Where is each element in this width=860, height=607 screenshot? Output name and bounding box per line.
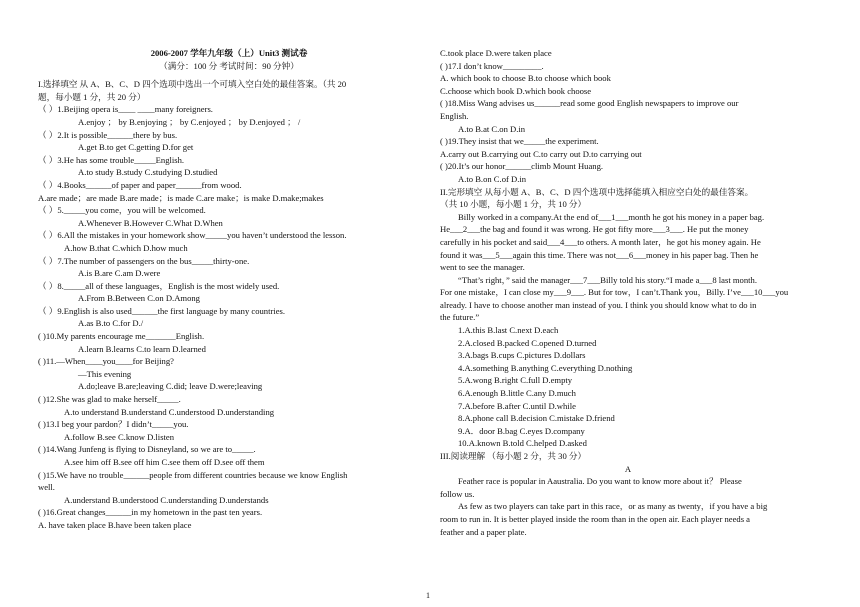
left-line: A.is B.are C.am D.were bbox=[78, 268, 161, 279]
left-line: ( )11.—When____you____for Beijing? bbox=[38, 356, 174, 367]
left-line: ( )16.Great changes______in my hometown in the past ten years. bbox=[38, 507, 263, 518]
left-column bbox=[38, 0, 420, 532]
left-line: A.see him off B.see off him C.see them off D.see off them bbox=[64, 457, 265, 467]
exam-title: 2006-2007 学年九年级（上）Unit3 测试卷 bbox=[150, 48, 308, 58]
right-line: carefully in his pocket and said___4___to others. A month later，he got his money again. He bbox=[440, 236, 761, 247]
left-line: A.understand B.understood C.understanding D.understands bbox=[64, 494, 269, 505]
right-line: C.took place D.were taken place bbox=[440, 48, 552, 58]
left-line: （ ）6.All the mistakes in your homework show_____you haven’t understood the lesson. bbox=[38, 230, 347, 241]
right-line: 3.A.bags B.cups C.pictures D.dollars bbox=[458, 350, 586, 361]
left-line: （ ）4.Books______of paper and paper______from wood. bbox=[38, 179, 242, 190]
right-body bbox=[440, 47, 816, 538]
left-line: A.as B.to C.for D./ bbox=[78, 318, 144, 329]
right-line: II.完形填空 从每小题 A、B、C、D 四个选项中选择能填入相应空白处的最佳答案。 bbox=[440, 186, 754, 197]
right-line: the future.” bbox=[440, 312, 480, 323]
left-line: A.learn B.learns C.to learn D.learned bbox=[78, 343, 206, 354]
left-line: A.From B.Between C.on D.Among bbox=[78, 293, 200, 304]
left-line: A.Whenever B.However C.What D.When bbox=[78, 217, 223, 228]
right-line: 6.A.enough B.little C.any D.much bbox=[458, 388, 576, 399]
left-line: well. bbox=[38, 482, 55, 493]
left-line: ( )13.I beg your pardon？I didn’t_____you. bbox=[38, 419, 189, 430]
right-line: Billy worked in a company.At the end of___1___month he got his money in a paper bag. bbox=[458, 211, 765, 222]
right-line: III.阅读理解 （每小题 2 分，共 30 分） bbox=[440, 451, 587, 461]
left-line: A.do;leave B.are;leaving C.did; leave D.were;leaving bbox=[78, 381, 263, 392]
right-line: already. I have to choose another man instead of you. I think you should know what to do in bbox=[440, 299, 757, 310]
left-line: ( )15.We have no trouble______people from different countries because we know English bbox=[38, 469, 348, 480]
left-line: （ ）8._____all of these languages，English is the most widely used. bbox=[38, 280, 280, 291]
right-line: found it was___5___again this time. There was not___6___money in his paper bag. Then he bbox=[440, 249, 759, 260]
right-line: 7.A.before B.after C.until D.while bbox=[458, 400, 576, 411]
right-line: C.choose which book D.which book choose bbox=[440, 85, 592, 96]
right-line: 1.A.this B.last C.next D.each bbox=[458, 325, 559, 336]
right-line: 2.A.closed B.packed C.opened D.turned bbox=[458, 337, 597, 348]
left-line: （ ）3.He has some trouble_____English. bbox=[38, 154, 185, 165]
right-column bbox=[440, 0, 816, 538]
right-line: As few as two players can take part in this race，or as many as twenty，if you have a big bbox=[458, 501, 768, 512]
right-line: （共 10 小题，每小题 1 分，共 10 分） bbox=[440, 199, 587, 210]
right-line: ( )19.They insist that we_____the experiment. bbox=[440, 136, 599, 147]
right-line: A. which book to choose B.to choose which book bbox=[440, 73, 611, 84]
left-line: （ ）7.The number of passengers on the bus_____thirty-one. bbox=[38, 255, 250, 266]
exam-subtitle: （满分：100 分 考试时间：90 分钟） bbox=[159, 60, 299, 71]
right-line: went to see the manager. bbox=[440, 262, 525, 273]
left-line: A.enjoy ； by B.enjoying ； by C.enjoyed ； by D.enjoyed ； / bbox=[78, 116, 301, 127]
left-line: A.get B.to get C.getting D.for get bbox=[78, 142, 194, 153]
left-line: （ ）9.English is also used______the first language by many countries. bbox=[38, 305, 286, 316]
right-line: A bbox=[624, 463, 632, 474]
right-line: ( )18.Miss Wang advises us______read some good English newspapers to improve our bbox=[440, 98, 739, 109]
left-line: （ ）2.It is possible______there by bus. bbox=[38, 129, 178, 140]
right-line: He___2___the bag and found it was wrong. He got fifty more___3___. He put the money bbox=[440, 224, 749, 235]
left-line: ( )10.My parents encourage me_______English. bbox=[38, 331, 205, 342]
right-line: 9.A．door B.bag C.eyes D.company bbox=[458, 425, 585, 436]
right-line: ( )20.It’s our honor______climb Mount Huang. bbox=[440, 161, 604, 172]
right-line: 8.A.phone call B.decision C.mistake D.friend bbox=[458, 413, 615, 424]
right-line: “That’s right，” said the manager___7___Billy told his story.“I made a___8 last month. bbox=[458, 274, 757, 285]
left-line: A.to understand B.understand C.understood D.understanding bbox=[64, 406, 275, 417]
left-line: A.to study B.study C.studying D.studied bbox=[78, 167, 218, 178]
right-line: feather and a paper plate. bbox=[440, 526, 527, 537]
page-number: 1 bbox=[426, 591, 430, 600]
left-line: 题，每小题 1 分，共 20 分） bbox=[38, 91, 146, 102]
right-line: A.to B.at C.on D.in bbox=[458, 123, 526, 134]
right-line: 5.A.wong B.right C.full D.empty bbox=[458, 375, 573, 386]
left-line: （ ）1.Beijing opera is____ ____many foreigners. bbox=[38, 104, 213, 115]
right-line: follow us. bbox=[440, 488, 475, 499]
right-line: 10.A.known B.told C.helped D.asked bbox=[458, 438, 587, 449]
left-line: —This evening bbox=[78, 368, 132, 379]
left-line: A.how B.that C.which D.how much bbox=[64, 242, 188, 253]
right-line: A.carry out B.carrying out C.to carry out D.to carrying out bbox=[440, 148, 642, 159]
left-line: I.选择填空 从 A、B、C、D 四个选项中选出一个可填入空白处的最佳答案。（共 20 bbox=[38, 79, 347, 90]
left-line: ( )14.Wang Junfeng is flying to Disneyland, so we are to_____. bbox=[38, 444, 256, 455]
left-line: ( )12.She was glad to make herself_____. bbox=[38, 394, 181, 405]
right-line: A.to B.on C.of D.in bbox=[458, 173, 527, 184]
right-line: Feather race is popular in Aaustralia. Do you want to know more about it？ Please bbox=[458, 476, 742, 487]
left-line: A.are made；are made B.are made；is made C.are make；is make D.make;makes bbox=[38, 192, 324, 203]
left-line: A. have taken place B.have been taken place bbox=[38, 519, 192, 530]
right-line: ( )17.I don’t know_________. bbox=[440, 60, 544, 71]
left-body bbox=[38, 78, 420, 531]
right-line: room to run in. It is better played inside the room than in the open air. Each player needs a bbox=[440, 513, 750, 524]
left-line: （ ）5._____you come，you will be welcomed. bbox=[38, 205, 206, 216]
right-line: 4.A.something B.anything C.everything D.nothing bbox=[458, 362, 633, 373]
right-line: English. bbox=[440, 110, 469, 121]
right-line: For one mistake，I can close my___9___. But for tow，I can’t.Thank you，Billy. I’ve___10___you bbox=[440, 287, 789, 298]
left-line: A.follow B.see C.know D.listen bbox=[64, 431, 175, 442]
